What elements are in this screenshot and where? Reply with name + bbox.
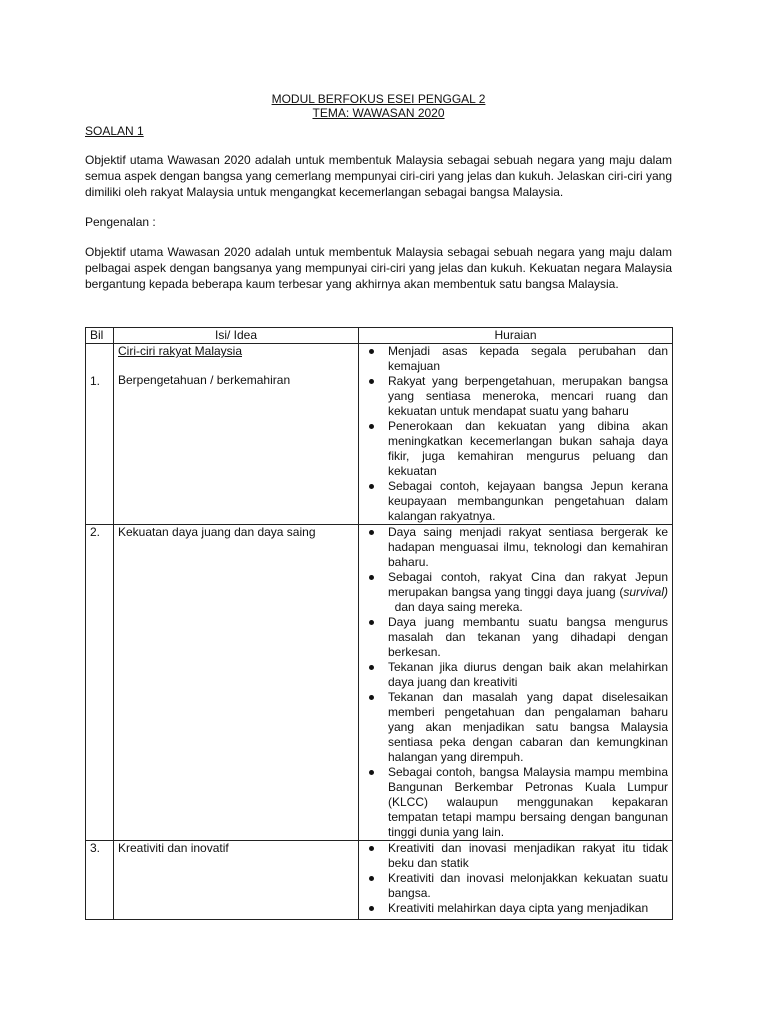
bullet-list xyxy=(363,841,668,916)
introduction-label: Pengenalan : xyxy=(85,215,156,229)
row-idea xyxy=(114,841,359,920)
list-item: Kreativiti melahirkan daya cipta yang menjadikan xyxy=(363,901,668,916)
survival-term: survival) xyxy=(623,585,668,599)
idea-heading: Ciri-ciri rakyat Malaysia xyxy=(118,344,243,358)
row-huraian xyxy=(359,841,673,920)
row-number: 1. xyxy=(86,344,114,525)
list-item: Sebagai contoh, kejayaan bangsa Jepun kerana keupayaan membangunkan pengetahuan dalam kalangan rakyatnya. xyxy=(363,479,668,524)
list-item: Sebagai contoh, rakyat Cina dan rakyat Jepun merupakan bangsa yang tinggi daya juang (survival) dan daya saing mereka. xyxy=(363,570,668,615)
table-row xyxy=(86,525,673,841)
bullet-list xyxy=(363,525,668,840)
row-huraian xyxy=(359,525,673,841)
table-row xyxy=(86,344,673,525)
list-item: Sebagai contoh, bangsa Malaysia mampu membina Bangunan Berkembar Petronas Kuala Lumpur (KLCC) walaupun menggunakan kepakaran tempatan tetapi mampu bersaing dengan bangunan tinggi dunia yang lain. xyxy=(363,765,668,840)
list-item: Daya saing menjadi rakyat sentiasa bergerak ke hadapan menguasai ilmu, teknologi dan kemahiran baharu. xyxy=(363,525,668,570)
table-row xyxy=(86,841,673,920)
question-number: SOALAN 1 xyxy=(85,124,144,138)
list-item: Tekanan dan masalah yang dapat diselesaikan memberi pengetahuan dan pengalaman baharu yang akan menjadikan satu bangsa Malaysia sentiasa peka dengan cabaran dan kemungkinan halangan yang dirempuh. xyxy=(363,690,668,765)
question-text: Objektif utama Wawasan 2020 adalah untuk membentuk Malaysia sebagai sebuah negara yang maju dalam semua aspek dengan bangsa yang cemerlang mempunyai ciri-ciri yang jelas dan kukuh. Jelaskan ciri-ciri yang dimiliki oleh rakyat Malaysia untuk mengangkat kecemerlangan sebagai bangsa Malaysia. xyxy=(85,153,672,199)
list-item: Kreativiti dan inovasi melonjakkan kekuatan suatu bangsa. xyxy=(363,871,668,901)
essay-table xyxy=(85,327,673,920)
document-title: MODUL BERFOKUS ESEI PENGGAL 2 xyxy=(271,92,486,106)
document-subtitle: TEMA: WAWASAN 2020 xyxy=(312,106,445,120)
row-number: 2. xyxy=(86,525,114,841)
list-item: Penerokaan dan kekuatan yang dibina akan meningkatkan kecemerlangan bukan sahaja daya fikir, juga kemahiran mengurus peluang dan kekuatan xyxy=(363,419,668,479)
list-item: Daya juang membantu suatu bangsa mengurus masalah dan tekanan yang dihadapi dengan berkesan. xyxy=(363,615,668,660)
row-huraian xyxy=(359,344,673,525)
bullet-list xyxy=(363,344,668,524)
row-number: 3. xyxy=(86,841,114,920)
header-bil: Bil xyxy=(86,328,114,344)
list-item: Tekanan jika diurus dengan baik akan melahirkan daya juang dan kreativiti xyxy=(363,660,668,690)
document-body xyxy=(85,92,672,292)
row-idea xyxy=(114,344,359,525)
list-item: Kreativiti dan inovasi menjadikan rakyat itu tidak beku dan statik xyxy=(363,841,668,871)
introduction-text: Objektif utama Wawasan 2020 adalah untuk membentuk Malaysia sebagai sebuah negara yang maju dalam pelbagai aspek dengan bangsanya yang mempunyai ciri-ciri yang jelas dan kukuh. Kekuatan negara Malaysia bergantung kepada beberapa kaum terbesar yang akhirnya akan membentuk satu bangsa Malaysia. xyxy=(85,245,672,291)
row-idea xyxy=(114,525,359,841)
header-isi: Isi/ Idea xyxy=(114,328,359,344)
idea-text: Berpengetahuan / berkemahiran xyxy=(118,373,291,387)
idea-text: Kekuatan daya juang dan daya saing xyxy=(118,525,316,539)
idea-text: Kreativiti dan inovatif xyxy=(118,841,229,855)
table-header-row xyxy=(86,328,673,344)
header-huraian: Huraian xyxy=(359,328,673,344)
list-item: Rakyat yang berpengetahuan, merupakan bangsa yang sentiasa meneroka, mencari ruang dan kekuatan untuk mendapat suatu yang baharu xyxy=(363,374,668,419)
list-item: Menjadi asas kepada segala perubahan dan kemajuan xyxy=(363,344,668,374)
